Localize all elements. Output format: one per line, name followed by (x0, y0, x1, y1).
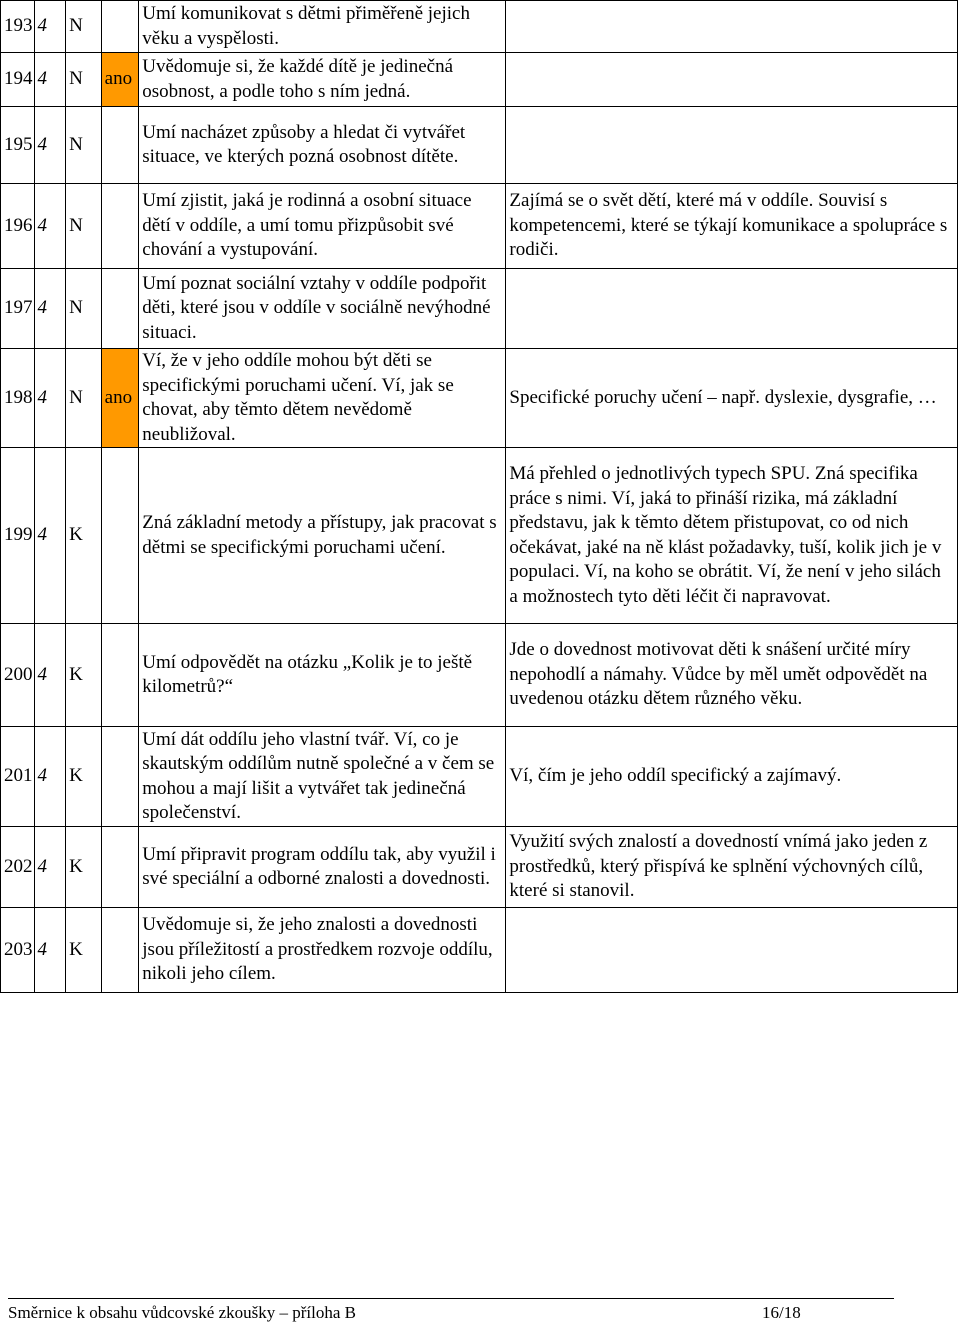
row-flag (101, 827, 139, 908)
row-competency-text: Umí odpovědět na otázku „Kolik je to ještě kilometrů?“ (139, 624, 506, 727)
row-flag (101, 908, 139, 993)
row-competency-text: Uvědomuje si, že každé dítě je jedinečná osobnost, a podle toho s ním jedná. (139, 53, 506, 107)
row-category: N (66, 107, 102, 184)
row-number: 201 (1, 727, 35, 827)
row-level: 4 (34, 827, 66, 908)
footer-page-number: 16/18 (762, 1303, 801, 1322)
row-number: 202 (1, 827, 35, 908)
row-category: K (66, 448, 102, 624)
row-note: Má přehled o jednotlivých typech SPU. Zná specifika práce s nimi. Ví, jaká to přináší rizika, má základní představu, jak k těmto dětem přistupovat, co od nich očekávat, jaké na ně klást požadavky, tuší, kolik jich je v populaci. Ví, na koho se obrátit. Ví, že není v jeho silách a možnostech tyto děti léčit či napravovat. (506, 448, 958, 624)
table-row (1, 908, 958, 993)
row-level: 4 (34, 53, 66, 107)
row-number: 196 (1, 184, 35, 269)
table-row (1, 349, 958, 448)
row-competency-text: Umí zjistit, jaká je rodinná a osobní situace dětí v oddíle, a umí tomu přizpůsobit své chování a vystupování. (139, 184, 506, 269)
row-competency-text: Umí připravit program oddílu tak, aby využil i své speciální a odborné znalosti a dovednosti. (139, 827, 506, 908)
row-level: 4 (34, 184, 66, 269)
row-flag (101, 727, 139, 827)
row-category: N (66, 53, 102, 107)
row-number: 193 (1, 1, 35, 53)
row-number: 199 (1, 448, 35, 624)
row-competency-text: Umí komunikovat s dětmi přiměřeně jejich věku a vyspělosti. (139, 1, 506, 53)
row-number: 197 (1, 269, 35, 349)
row-category: K (66, 624, 102, 727)
row-category: K (66, 908, 102, 993)
row-category: N (66, 349, 102, 448)
row-note: Zajímá se o svět dětí, které má v oddíle. Souvisí s kompetencemi, které se týkají komunikace a spolupráce s rodiči. (506, 184, 958, 269)
row-number: 194 (1, 53, 35, 107)
row-flag (101, 269, 139, 349)
row-flag (101, 107, 139, 184)
row-category: K (66, 727, 102, 827)
row-note (506, 53, 958, 107)
table-row (1, 53, 958, 107)
row-competency-text: Umí poznat sociální vztahy v oddíle podpořit děti, které jsou v oddíle v sociálně nevýhodné situaci. (139, 269, 506, 349)
row-competency-text: Umí nacházet způsoby a hledat či vytvářet situace, ve kterých pozná osobnost dítěte. (139, 107, 506, 184)
row-note (506, 908, 958, 993)
row-competency-text: Zná základní metody a přístupy, jak pracovat s dětmi se specifickými poruchami učení. (139, 448, 506, 624)
row-level: 4 (34, 624, 66, 727)
row-number: 195 (1, 107, 35, 184)
table-row (1, 624, 958, 727)
table-row (1, 727, 958, 827)
table-row (1, 827, 958, 908)
row-flag: ano (101, 349, 139, 448)
row-note: Jde o dovednost motivovat děti k snášení určité míry nepohodlí a námahy. Vůdce by měl umět odpovědět na uvedenou otázku dětem různého věku. (506, 624, 958, 727)
page-footer (8, 1298, 894, 1322)
row-level: 4 (34, 908, 66, 993)
row-note (506, 1, 958, 53)
row-category: N (66, 184, 102, 269)
row-category: N (66, 269, 102, 349)
table-row (1, 1, 958, 53)
row-category: K (66, 827, 102, 908)
row-level: 4 (34, 1, 66, 53)
row-flag (101, 1, 139, 53)
table-row (1, 107, 958, 184)
row-note: Specifické poruchy učení – např. dyslexie, dysgrafie, … (506, 349, 958, 448)
row-note (506, 269, 958, 349)
row-flag (101, 184, 139, 269)
row-level: 4 (34, 269, 66, 349)
row-level: 4 (34, 727, 66, 827)
row-flag: ano (101, 53, 139, 107)
row-number: 198 (1, 349, 35, 448)
footer-title: Směrnice k obsahu vůdcovské zkoušky – příloha B (8, 1303, 356, 1322)
row-competency-text: Umí dát oddílu jeho vlastní tvář. Ví, co je skautským oddílům nutně společné a v čem se mohou a mají lišit a vytvářet tak jedinečná společenství. (139, 727, 506, 827)
table-row (1, 184, 958, 269)
row-competency-text: Ví, že v jeho oddíle mohou být děti se specifickými poruchami učení. Ví, jak se chovat, aby těmto dětem nevědomě neubližoval. (139, 349, 506, 448)
row-level: 4 (34, 107, 66, 184)
row-level: 4 (34, 448, 66, 624)
row-number: 200 (1, 624, 35, 727)
row-note (506, 107, 958, 184)
row-competency-text: Uvědomuje si, že jeho znalosti a dovednosti jsou příležitostí a prostředkem rozvoje oddílu, nikoli jeho cílem. (139, 908, 506, 993)
row-number: 203 (1, 908, 35, 993)
table-row (1, 269, 958, 349)
row-level: 4 (34, 349, 66, 448)
row-category: N (66, 1, 102, 53)
row-flag (101, 624, 139, 727)
row-flag (101, 448, 139, 624)
row-note: Ví, čím je jeho oddíl specifický a zajímavý. (506, 727, 958, 827)
table-row (1, 448, 958, 624)
row-note: Využití svých znalostí a dovedností vnímá jako jeden z prostředků, který přispívá ke splnění výchovných cílů, které si stanovil. (506, 827, 958, 908)
